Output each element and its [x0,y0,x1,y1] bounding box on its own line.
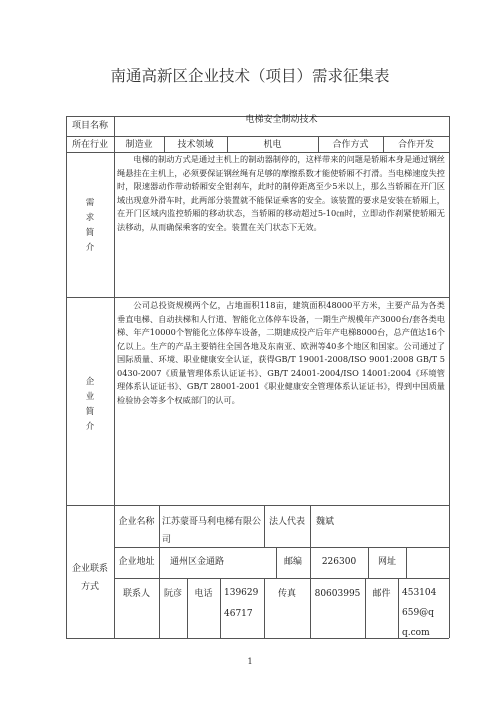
tech-field-label: 技术领域 [177,140,214,150]
page-title: 南通高新区企业技术（项目）需求征集表 [110,67,390,85]
coop-mode-value: 合作开发 [397,140,434,150]
demand-label-char: 简 [85,228,95,238]
company-label-char: 简 [85,407,95,417]
company-label [66,375,114,435]
legal-rep-value: 魏斌 [316,517,335,527]
demand-label-char: 介 [85,243,95,253]
coop-mode-label: 合作方式 [332,140,369,150]
industry-label: 所在行业 [71,140,108,150]
contact-person-value: 阮彦 [163,589,182,599]
legal-rep-label: 法人代表 [268,517,305,527]
company-address-value: 通州区金通路 [170,557,225,567]
table-rule [449,116,450,638]
company-address-label: 企业地址 [118,557,155,567]
zip-code-label: 邮编 [283,557,302,567]
tech-field-value: 机电 [263,140,282,150]
company-description: 公司总投资规模两个亿，占地面积118亩，建筑面积48000平方米，主要产品为各类垂直电梯、自动扶梯和人行道、智能化立体停车设备，一期生产规模年产3000台/套各类电梯、年产10000个智能化立体停车设备，二期建成投产后年产电梯8000台，总产值达16个亿以上。生产的产品主要销往全国各地及东南亚、欧洲等40多个地区和国家。公司通过了国际质量、环境、职业健康安全认证，获得GB/T 19001-2008/ISO 9001:2008 GB/T 50430-2007《质量管理体系认证证书》、GB/T 24001-2004/ISO 14001:2004《环境管理体系认证证书》、GB/T 28001-2001《职业健康安全管理体系认证证书》，得到中国质量检验协会等多个权威部门的认可。 [117,300,445,405]
table-rule [310,505,311,547]
table-rule [159,547,160,578]
company-label-char: 业 [85,392,95,402]
table-rule [66,136,449,137]
website-label: 网址 [377,557,396,567]
demand-label-char: 需 [85,198,95,208]
page-number: 1 [247,657,253,666]
company-label-char: 企 [85,377,95,387]
phone-label: 电话 [194,589,213,599]
table-rule [220,578,221,638]
table-rule [264,578,265,638]
company-name-label: 企业名称 [118,517,155,527]
project-name-value: 电梯安全制动技术 [245,115,318,125]
fax-value: 80603995 [314,589,361,599]
table-rule [406,547,407,578]
company-label-char: 介 [85,422,95,432]
table-rule [66,505,449,506]
contact-person-label: 联系人 [122,589,150,599]
fax-label: 传真 [277,589,296,599]
table-rule [159,505,160,547]
email-label: 邮件 [372,589,391,599]
table-rule [66,297,449,298]
email-value: 453104659@qq.com [402,588,437,638]
industry-value: 制造业 [125,140,153,150]
demand-label-char: 求 [85,213,95,223]
phone-value: 13962946717 [224,588,259,619]
contact-section-label: 企业联系方式 [71,564,108,592]
table-rule [365,578,366,638]
table-rule [159,578,160,638]
table-rule [310,578,311,638]
project-name-label: 项目名称 [71,121,108,131]
table-rule [398,578,399,638]
company-name-value: 江苏蒙哥马利电梯有限公司 [162,517,262,545]
demand-label [66,196,114,256]
table-rule [187,578,188,638]
zip-code-value: 226300 [321,557,357,567]
demand-description: 电梯的制动方式是通过主机上的制动器制停的，这样带来的问题是轿厢本身是通过钢丝绳悬挂在主机上，必须要保证钢丝绳有足够的摩擦系数才能使轿厢不打滑。当电梯速度失控时，限速器动作带动轿厢安全钳刹车，此时的制停距离至少5米以上，那么当轿厢在开门区域出现意外滑车时，此两部分装置就不能保证乘客的安全。该装置的要求是安装在轿厢上，在开门区域内监控轿厢的移动状态，当轿厢的移动超过5-10㎝时，立即动作刹紧使轿厢无法移动，从而确保乘客的安全。装置在关门状态下无效。 [117,154,445,232]
table-rule [66,638,449,639]
